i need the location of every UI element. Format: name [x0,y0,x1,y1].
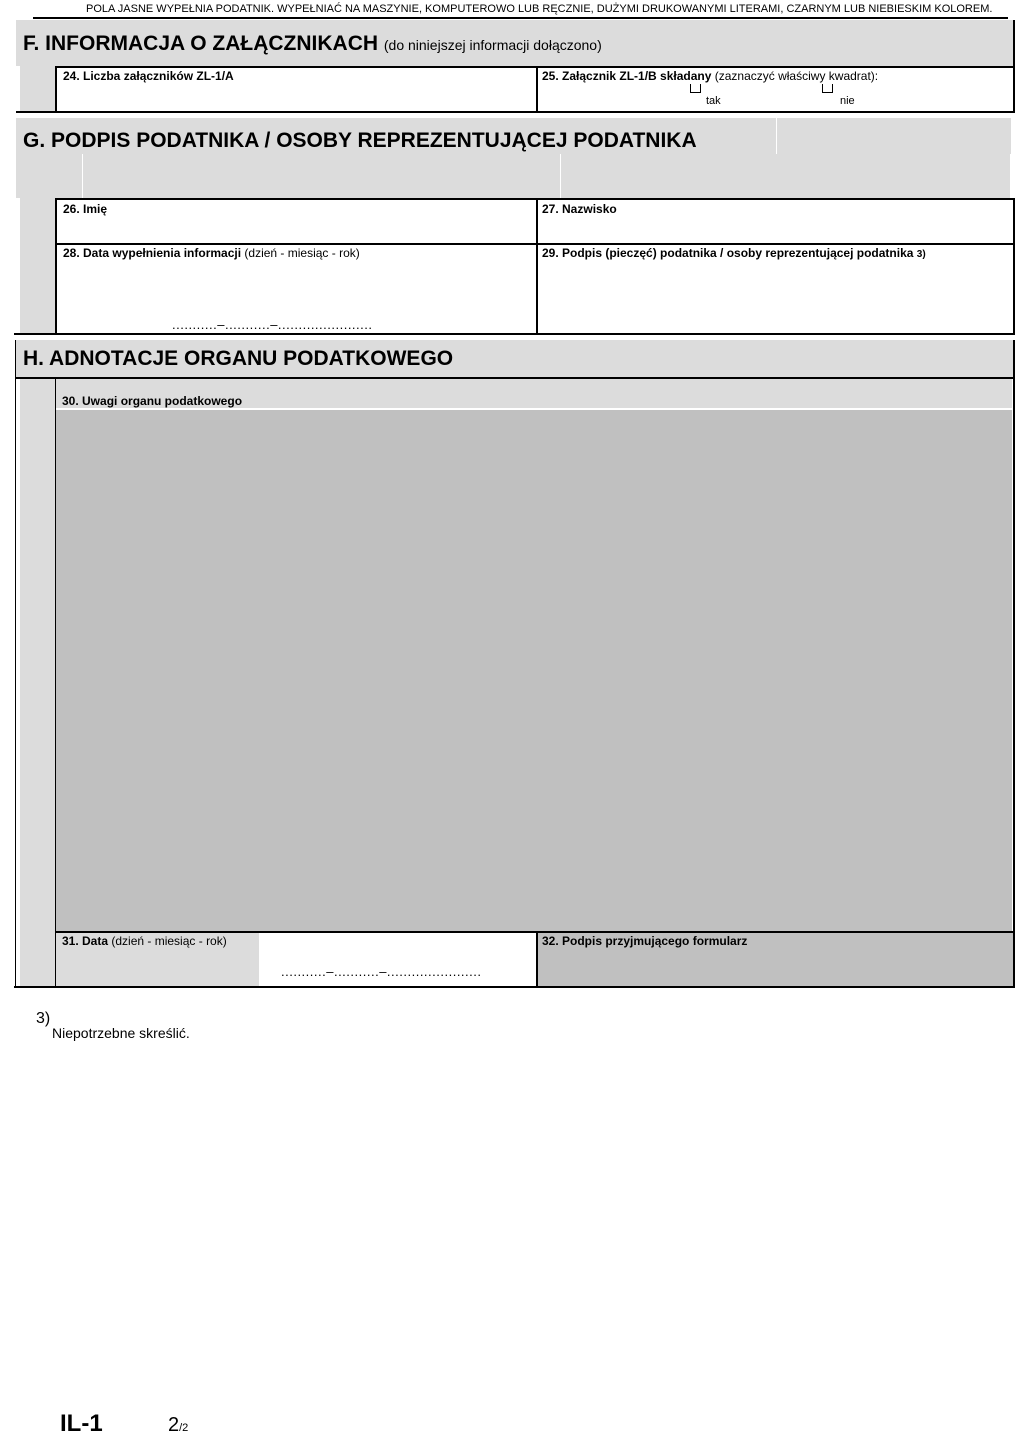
section-g-notch [776,118,1011,154]
top-rule [33,17,1008,19]
option-tak-label: tak [706,95,721,107]
field-31-label: 31. Data (dzień - miesiąc - rok) [62,934,227,948]
checkbox-nie-icon[interactable] [822,84,833,93]
section-f-title: F. INFORMACJA O ZAŁĄCZNIKACH (do niniejszej informacji dołączono) [23,32,602,55]
field-26-label: 26. Imię [63,202,108,216]
field-26-input[interactable] [58,217,534,242]
section-g-divider-2 [560,154,561,198]
field-29-signature-area[interactable] [540,262,1010,330]
section-g-bottom-rule [14,333,1015,335]
section-h-title: H. ADNOTACJE ORGANU PODATKOWEGO [23,347,454,370]
section-h-left-border [55,379,56,987]
section-g-left-margin [20,198,56,334]
section-h-right-border [1013,340,1015,988]
footnote-marker: 3) [36,1010,51,1027]
section-f-right-border [1013,20,1015,112]
form-code: IL-1 [60,1410,103,1437]
section-g-right-border [1013,198,1015,334]
field-25-label: 25. Załącznik ZL-1/B składany (zaznaczyć właściwy kwadrat): [542,69,879,83]
section-g-rule-2 [55,243,1015,245]
section-g-mid-border [536,198,538,334]
field-28-label: 28. Data wypełnienia informacji (dzień - miesiąc - rok) [63,246,360,260]
section-g-left-border [55,198,57,334]
field-28-date-input[interactable]: ...........–...........–....................... [172,317,373,332]
option-nie-label: nie [840,95,855,107]
field-29-label: 29. Podpis (pieczęć) podatnika / osoby reprezentującej podatnika 3) [542,246,926,260]
footnote-text: Niepotrzebne skreślić. [52,1025,190,1041]
section-g-divider-1 [82,154,83,198]
section-f-mid-border [536,66,538,112]
section-f-bottom-rule [16,111,1015,113]
section-f-left-border [55,66,57,112]
checkbox-tak-icon[interactable] [690,84,701,93]
section-h-left-margin [20,379,56,987]
field-31-date-input[interactable]: ...........–...........–....................... [281,964,482,979]
section-h-bottom-rule [14,986,1015,988]
section-g-rule-1 [55,198,1015,200]
field-30-label: 30. Uwagi organu podatkowego [62,394,243,408]
field-27-input[interactable] [540,217,1010,242]
field-32-label: 32. Podpis przyjmującego formularz [542,934,748,948]
section-g-title: G. PODPIS PODATNIKA / OSOBY REPREZENTUJĄCEJ PODATNIKA [23,129,697,152]
section-h-outer-left [15,340,16,988]
field-24-label: 24. Liczba załączników ZL-1/A [63,69,234,83]
field-30-notes-area[interactable] [56,410,1012,931]
form-notice: POLA JASNE WYPEŁNIA PODATNIK. WYPEŁNIAĆ NA MASZYNIE, KOMPUTEROWO LUB RĘCZNIE, DUŻYMI DRUKOWANYMI LITERAMI, CZARNYM LUB NIEBIESKIM KOLOREM. [86,3,993,15]
section-f-rule [55,66,1015,68]
field-24-input[interactable] [58,84,534,110]
section-f-left-margin [20,66,56,112]
field-27-label: 27. Nazwisko [542,202,617,216]
page-number: 2/2 [168,1414,189,1436]
